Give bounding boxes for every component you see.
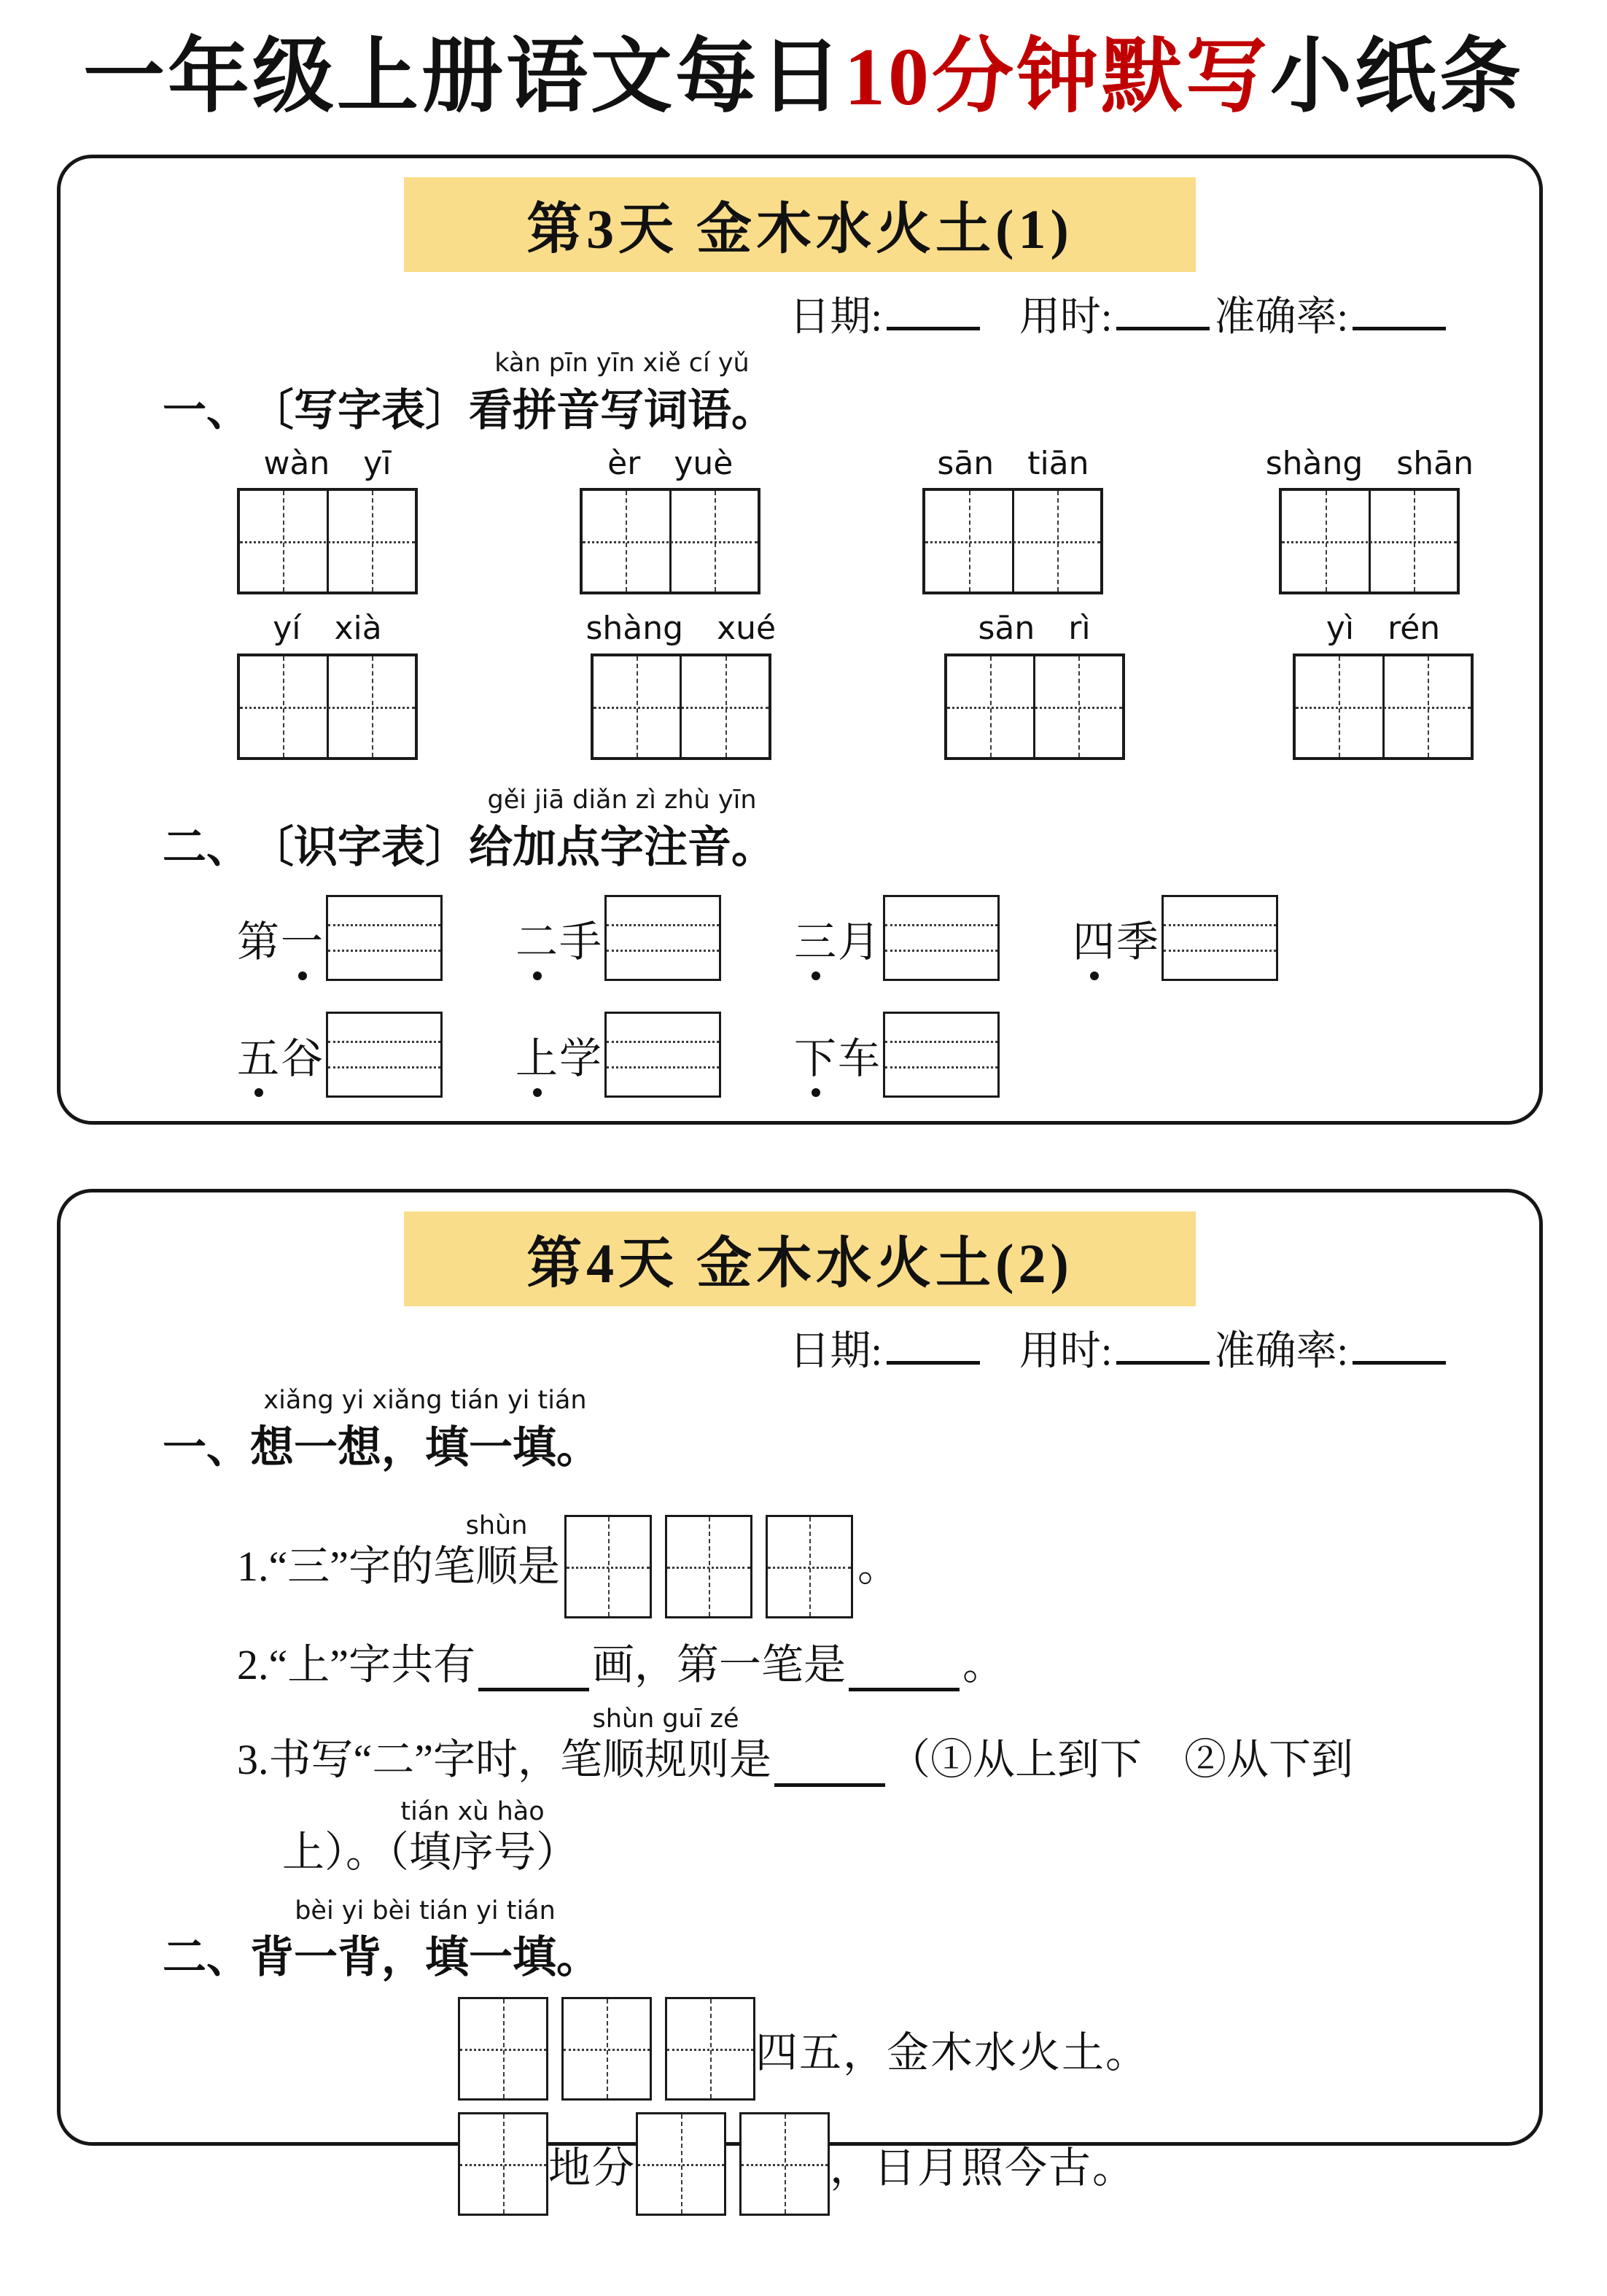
day4-section1-header <box>163 1379 1539 1475</box>
annotate-item <box>237 894 515 982</box>
day3-section1-header <box>163 342 1539 438</box>
day3-banner <box>404 177 1196 272</box>
pinyin-label <box>263 446 391 483</box>
section2-number: 二、 <box>163 1934 250 1982</box>
question-text: 是 <box>518 1542 561 1590</box>
title-highlight: 10分钟默写 <box>844 32 1270 123</box>
syllable: tiān <box>1027 444 1089 482</box>
word-with-dot <box>237 1011 324 1098</box>
dotted-char: 二 <box>515 907 559 969</box>
day4-meta-row <box>61 1322 1539 1376</box>
page-title <box>0 25 1607 131</box>
grid-midline <box>240 541 415 543</box>
accuracy-blank[interactable] <box>1353 1322 1446 1365</box>
question-text: 书写“二”字时，笔 <box>268 1736 602 1784</box>
section2-pinyin: gěi jiā diǎn zì zhù yīn <box>487 786 757 815</box>
section1-pinyin: kàn pīn yīn xiě cí yǔ <box>494 349 750 379</box>
question-end: 。 <box>962 1640 1005 1688</box>
pinyin-answer-box[interactable] <box>883 895 1000 981</box>
syllable: sān <box>937 444 995 482</box>
grid-midline <box>583 541 758 543</box>
stroke-box[interactable] <box>665 1515 752 1618</box>
dotted-char: 四 <box>1073 907 1116 969</box>
pinyin-answer-box[interactable] <box>604 1012 721 1098</box>
word-group <box>1293 610 1474 760</box>
fill-box[interactable] <box>561 1997 652 2101</box>
pinyin-label <box>1326 610 1440 648</box>
syllable: sān <box>978 610 1035 648</box>
pinyin-answer-box[interactable] <box>604 895 721 981</box>
syllable: xué <box>717 610 777 648</box>
question-number: 2. <box>237 1640 269 1688</box>
annotate-row-1 <box>237 894 1539 982</box>
word-with-dot <box>794 894 882 982</box>
question-2 <box>237 1639 1539 1692</box>
dotted-char: 一 <box>281 907 324 969</box>
ruby-pinyin: shùn guī zé <box>592 1704 739 1734</box>
pinyin-word-row-1 <box>237 446 1474 595</box>
pinyin-label <box>1266 446 1474 483</box>
ruby-base: 顺规则 <box>602 1736 730 1784</box>
question-number: 1. <box>237 1542 269 1590</box>
syllable: èr <box>607 444 641 482</box>
writing-grid[interactable] <box>922 488 1103 594</box>
syllable: shàng <box>585 610 684 648</box>
recite-fill-row-1 <box>458 1997 1539 2101</box>
word-group <box>580 446 760 595</box>
writing-grid[interactable] <box>1279 488 1460 594</box>
stroke-box[interactable] <box>564 1515 652 1618</box>
section2-number: 二、 <box>163 823 250 872</box>
answer-blank[interactable] <box>478 1651 589 1691</box>
syllable: yuè <box>674 444 734 482</box>
writing-grid[interactable] <box>237 488 418 594</box>
pinyin-label <box>937 446 1089 483</box>
answer-blank[interactable] <box>849 1651 960 1691</box>
writing-grid[interactable] <box>237 653 418 760</box>
annotate-item <box>515 1011 794 1098</box>
recite-text: ，日月照今古。 <box>830 2144 1137 2192</box>
question-3-line-1 <box>237 1700 1539 1787</box>
day3-section2-header <box>163 779 1539 875</box>
question-end: 。 <box>857 1542 900 1590</box>
word-group <box>1266 446 1474 595</box>
question-text: 是 <box>729 1736 772 1784</box>
grid-midline <box>947 707 1122 709</box>
annotate-item <box>794 894 1073 982</box>
writing-grid[interactable] <box>580 488 760 594</box>
char: 谷 <box>281 1034 325 1082</box>
syllable: rén <box>1388 610 1441 648</box>
annotate-item <box>794 1011 1073 1098</box>
annotate-item <box>1073 894 1351 982</box>
word-with-dot <box>515 894 603 982</box>
word-group <box>944 610 1125 760</box>
title-prefix: 一年级上册语文每日 <box>83 32 844 123</box>
question-text: 上）。（ <box>282 1828 410 1876</box>
pinyin-answer-box[interactable] <box>326 1012 443 1098</box>
section2-pinyin: bèi yi bèi tián yi tián <box>295 1896 556 1925</box>
ruby-base: 填序号 <box>409 1828 537 1876</box>
writing-grid[interactable] <box>591 653 771 760</box>
pinyin-label <box>607 446 733 483</box>
word-with-dot <box>794 1011 882 1098</box>
time-blank[interactable] <box>1116 288 1210 330</box>
question-number: 3. <box>237 1736 269 1784</box>
section1-title: 想一想，填一填。 <box>250 1423 600 1472</box>
day3-banner-title: 第3天 金木水火土(1) <box>526 199 1073 261</box>
char: 第 <box>237 918 281 966</box>
pinyin-label <box>585 610 776 648</box>
fill-box[interactable] <box>665 1997 755 2101</box>
word-with-dot <box>515 1011 603 1098</box>
ruby-base: 顺 <box>475 1542 518 1590</box>
grid-midline <box>594 707 769 709</box>
date-blank[interactable] <box>887 288 980 330</box>
word-group <box>585 610 776 760</box>
grid-midline <box>1282 541 1457 543</box>
accuracy-blank[interactable] <box>1353 288 1446 330</box>
question-text: “上”字共有 <box>268 1640 475 1688</box>
section1-title: 看拼音写词语。 <box>469 386 775 435</box>
syllable: shàng <box>1265 444 1363 482</box>
annotate-row-2 <box>237 1011 1539 1098</box>
date-blank[interactable] <box>887 1322 980 1365</box>
fill-box[interactable] <box>636 2112 726 2216</box>
ruby-pinyin: tián xù hào <box>400 1796 545 1826</box>
word-with-dot <box>237 894 324 982</box>
pinyin-answer-box[interactable] <box>326 895 443 981</box>
section1-tag: 〔写字表〕 <box>250 386 469 435</box>
date-label: 日期: <box>789 294 882 340</box>
stroke-box[interactable] <box>766 1515 853 1618</box>
grid-midline <box>925 541 1100 543</box>
annotate-item <box>237 1011 515 1098</box>
recite-fill-row-2 <box>458 2112 1539 2216</box>
fill-box[interactable] <box>458 1997 548 2101</box>
pinyin-label <box>273 610 382 648</box>
day4-banner <box>404 1211 1196 1306</box>
date-label: 日期: <box>789 1328 882 1374</box>
fill-box[interactable] <box>458 2112 548 2216</box>
grid-midline <box>240 707 415 709</box>
writing-grid[interactable] <box>1293 653 1474 760</box>
section2-tag: 〔识字表〕 <box>250 823 469 872</box>
pinyin-answer-box[interactable] <box>883 1012 1000 1098</box>
word-group <box>237 446 418 595</box>
ruby-pinyin: shùn <box>465 1510 528 1540</box>
stroke-order-boxes <box>564 1515 853 1618</box>
dotted-char: 上 <box>515 1024 559 1085</box>
pinyin-answer-box[interactable] <box>1162 895 1278 981</box>
char: 月 <box>838 918 882 966</box>
day4-card <box>57 1189 1543 2192</box>
syllable: shān <box>1396 444 1474 482</box>
syllable: rì <box>1068 610 1091 648</box>
question-1 <box>237 1483 1539 1618</box>
section2-title: 给加点字注音。 <box>469 823 775 872</box>
dotted-char: 五 <box>237 1024 281 1085</box>
section1-pinyin: xiǎng yi xiǎng tián yi tián <box>263 1386 587 1416</box>
char: 季 <box>1116 918 1161 966</box>
accuracy-label: 准确率: <box>1214 1328 1348 1374</box>
fill-box[interactable] <box>739 2112 830 2216</box>
syllable: yì <box>1326 610 1355 648</box>
writing-grid[interactable] <box>944 653 1125 760</box>
day4-section2-header <box>163 1889 1539 1985</box>
section1-number: 一、 <box>163 1423 250 1472</box>
syllable: wàn <box>263 444 330 482</box>
char: 学 <box>559 1034 604 1082</box>
section1-number: 一、 <box>163 386 250 435</box>
answer-blank[interactable] <box>774 1746 885 1787</box>
question-text: “三”字的笔 <box>268 1542 475 1590</box>
question-text: 画，第一笔是 <box>592 1640 847 1688</box>
day3-card <box>57 155 1543 1125</box>
section2-title: 背一背，填一填。 <box>250 1934 600 1982</box>
question-3-line-2 <box>282 1793 1539 1880</box>
dotted-char: 下 <box>794 1024 838 1085</box>
word-group <box>922 446 1103 595</box>
day4-banner-title: 第4天 金木水火土(2) <box>526 1233 1073 1295</box>
recite-text: 地分 <box>548 2144 637 2192</box>
annotate-item <box>515 894 794 982</box>
time-blank[interactable] <box>1116 1322 1210 1365</box>
day3-meta-row <box>61 288 1539 342</box>
word-with-dot <box>1073 894 1160 982</box>
time-label: 用时: <box>1019 1328 1113 1374</box>
dotted-char: 三 <box>794 907 838 969</box>
syllable: yī <box>363 444 392 482</box>
syllable: xià <box>334 610 382 648</box>
recite-text: 四五，金木水火土。 <box>755 2029 1150 2077</box>
title-suffix: 小纸条 <box>1270 32 1524 123</box>
question-text: ） <box>536 1828 579 1876</box>
word-group <box>237 610 418 760</box>
accuracy-label: 准确率: <box>1214 294 1348 340</box>
char: 手 <box>559 918 604 966</box>
pinyin-word-row-2 <box>237 610 1474 760</box>
question-options: （①从上到下 ②从下到 <box>888 1736 1354 1784</box>
char: 车 <box>838 1034 882 1082</box>
grid-midline <box>1296 707 1471 709</box>
time-label: 用时: <box>1019 294 1113 340</box>
syllable: yí <box>273 610 301 648</box>
pinyin-label <box>978 610 1090 648</box>
